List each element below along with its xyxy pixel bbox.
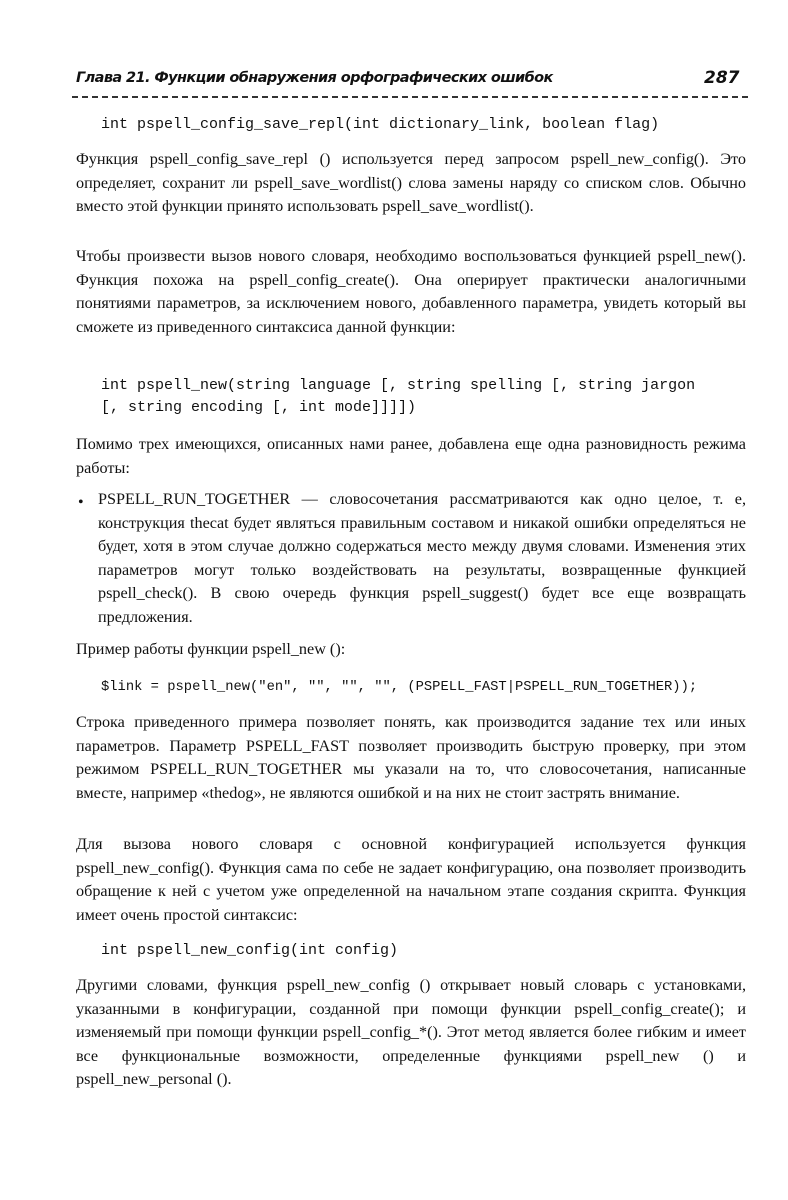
paragraph-pspell-new-intro: Чтобы произвести вызов нового словаря, необходимо воспользоваться функцией pspell_new(). Функция похожа на pspell_config_create(). Она оперирует практически аналогичными понятиями параметров, за исключением нового, добавленного параметра, увидеть который вы сможете из приведенного синтаксиса данной функции: [76, 247, 746, 336]
page-number: 287 [704, 68, 740, 88]
code-example-link: $link = pspell_new("en", "", "", "", (PSPELL_FAST|PSPELL_RUN_TOGETHER)); [101, 680, 698, 695]
paragraph-example-explanation: Строка приведенного примера позволяет понять, как производится задание тех или иных параметров. Параметр PSPELL_FAST позволяет производить быструю проверку, при этом режимом PSPELL_RUN_TOGETHER мы указали на то, что словосочетания, написанные вместе, например «thedog», не являются ошибкой и на них не стоит застрять внимание. [76, 713, 746, 802]
paragraph-example-intro: Пример работы функции pspell_new (): [76, 640, 346, 658]
paragraph-save-repl: Функция pspell_config_save_repl () используется перед запросом pspell_new_config(). Это определяет, сохранит ли pspell_save_wordlist() слова замены наряду со списком слов. Обычно вместо этой функции принято использовать pspell_save_wordlist(). [76, 150, 746, 216]
code-new-config-signature: int pspell_new_config(int config) [101, 942, 399, 959]
code-pspell-new-signature: int pspell_new(string language [, string spelling [, string jargon [, string encoding [, int mode]]]]) [101, 377, 696, 416]
bullet-run-together: PSPELL_RUN_TOGETHER — словосочетания рассматриваются как одно целое, т. е, конструкция thecat будет являться правильным составом и никакой ошибки определяться не будет, хотя в этом случае должно содержаться место между двумя словами. Изменения этих параметров могут только воздействовать на результаты, возвращенные функцией pspell_check(). В свою очередь функция pspell_suggest() будет все еще возвращать предложения. [98, 490, 746, 626]
paragraph-new-config-details: Другими словами, функция pspell_new_config () открывает новый словарь с установками, указанными в конфигурации, созданной при помощи функции pspell_config_create(); и изменяемый при помощи функции pspell_config_*(). Этот метод является более гибким и имеет все функциональные возможности, определенные функциями pspell_new () и pspell_new_personal (). [76, 976, 746, 1089]
header-rule [72, 96, 748, 98]
bullet-marker: • [78, 494, 84, 511]
paragraph-new-config: Для вызова нового словаря с основной конфигурацией используется функция pspell_new_config(). Функция сама по себе не задает конфигурацию, она позволяет производить обращение к ней с учетом уже определенной на начальном этапе создания скрипта. Функция имеет очень простой синтаксис: [76, 835, 746, 924]
chapter-title: Глава 21. Функции обнаружения орфографических ошибок [76, 70, 553, 86]
paragraph-modes: Помимо трех имеющихся, описанных нами ранее, добавлена еще одна разновидность режима работы: [76, 435, 746, 477]
code-save-repl-signature: int pspell_config_save_repl(int dictionary_link, boolean flag) [101, 116, 660, 133]
